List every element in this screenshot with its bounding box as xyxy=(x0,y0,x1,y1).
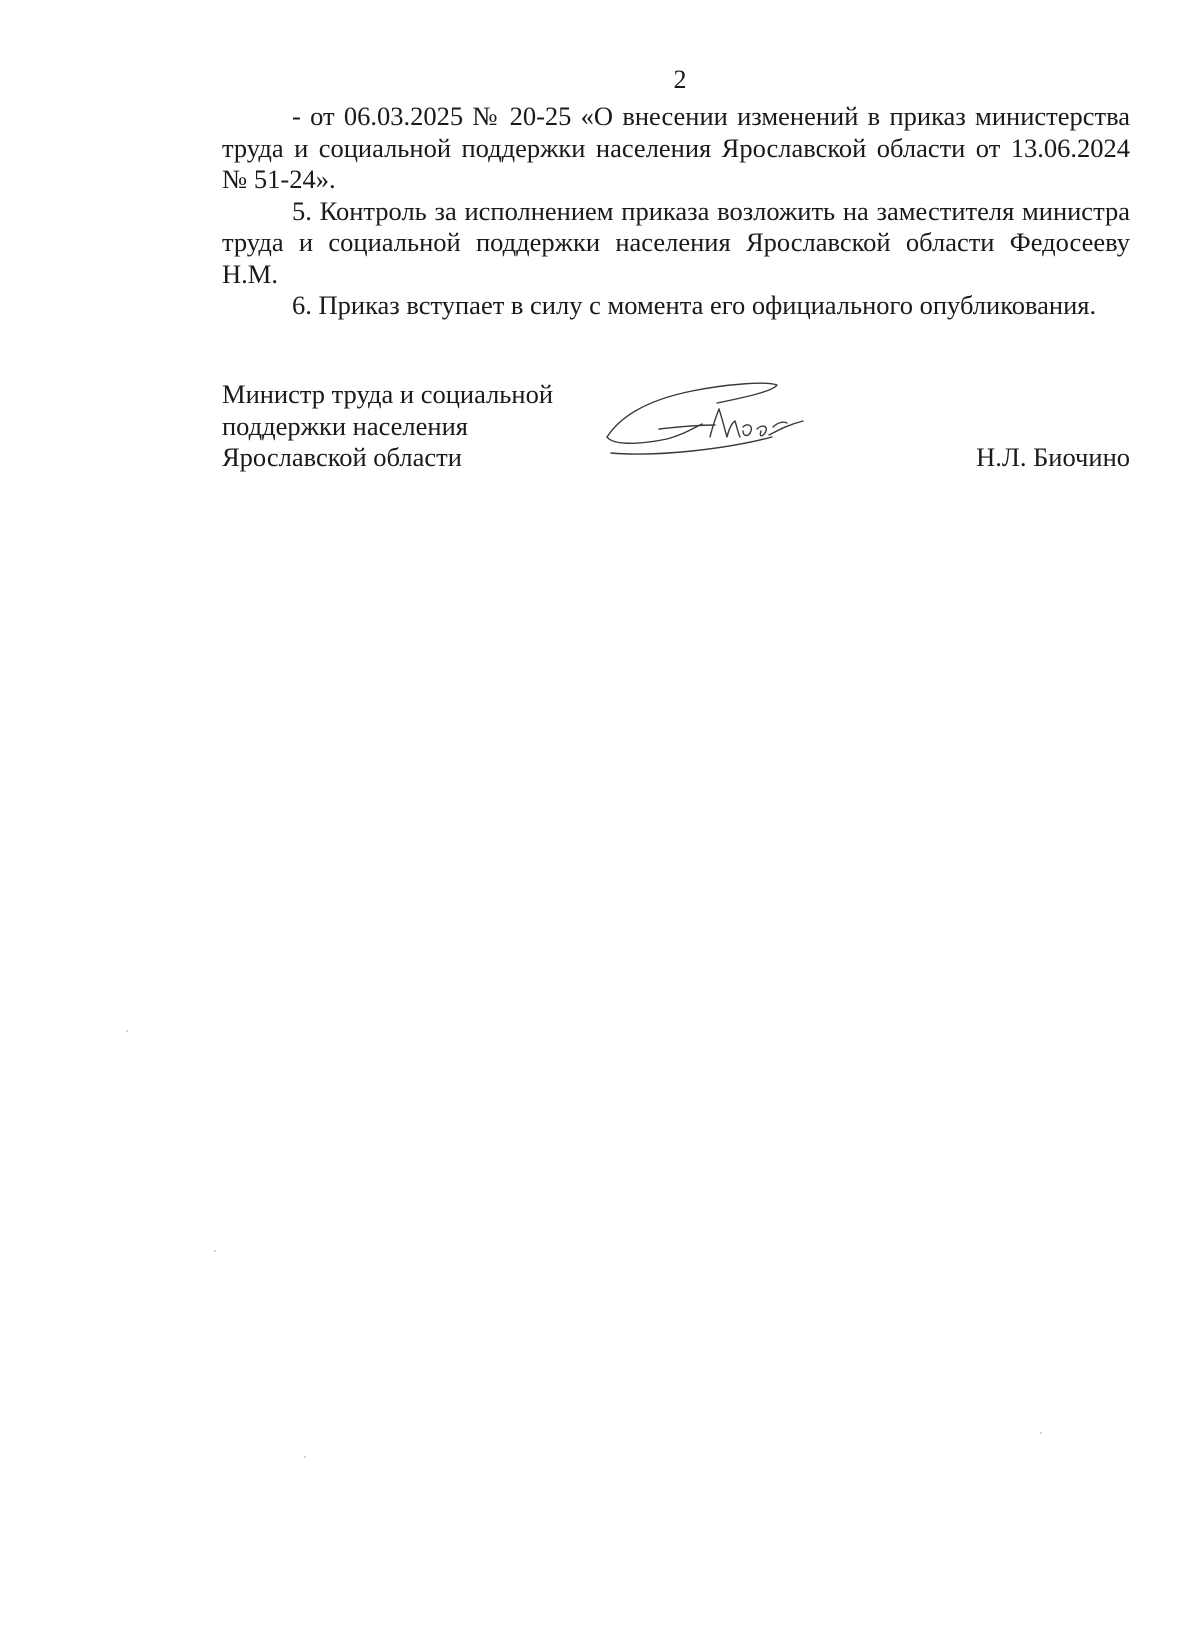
paragraph-control-assignment: 5. Контроль за исполнением приказа возложить на заместителя министра труда и социальной поддержки населения Ярославской области Федосееву Н.М. xyxy=(222,195,1130,289)
scan-artifact xyxy=(126,1030,128,1032)
signature-block xyxy=(222,379,1130,489)
signer-position xyxy=(222,379,582,474)
scan-artifact xyxy=(304,1456,306,1458)
signer-position-line: Министр труда и социальной xyxy=(222,379,554,409)
paragraph-amendment-reference: - от 06.03.2025 № 20-25 «О внесении изменений в приказ министерства труда и социальной поддержки населения Ярославской области от 13.06.2024 № 51-24». xyxy=(222,101,1130,194)
signer-name: Н.Л. Биочино xyxy=(976,442,1130,472)
handwritten-signature-icon xyxy=(597,369,837,469)
page-number: 2 xyxy=(673,65,687,94)
document-body xyxy=(222,101,1130,322)
scan-artifact xyxy=(1040,1432,1042,1434)
signer-position-line: Ярославской области xyxy=(222,442,462,472)
scan-artifact xyxy=(214,1250,216,1252)
paragraph-effective-date: 6. Приказ вступает в силу с момента его официального опубликования. xyxy=(292,290,1097,320)
signer-position-line: поддержки населения xyxy=(222,410,468,441)
